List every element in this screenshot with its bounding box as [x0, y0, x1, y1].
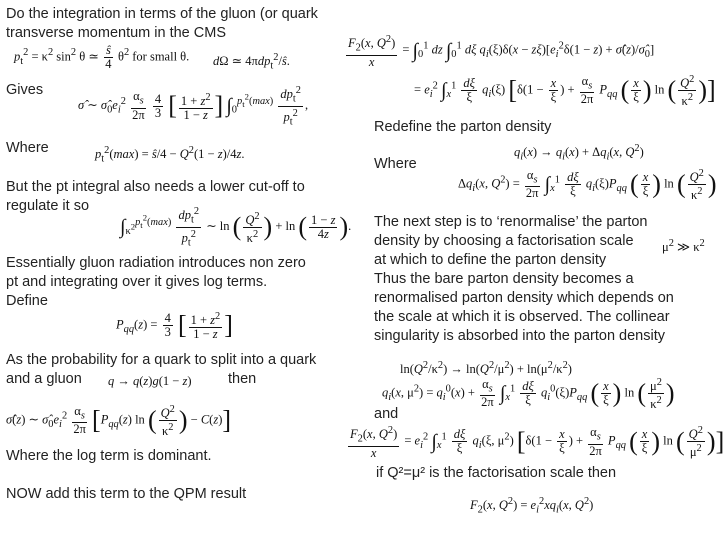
- eq-parton-redefine: $q_i(x) \to q_i(x) + \Delta q_i(x$, $Q^2$): [514, 143, 644, 163]
- then-label: then: [228, 371, 257, 387]
- eq-pt-max: $p_t^2(\max)$ = ŝ/4 − $Q^2(1 - z)/4z$.: [95, 145, 245, 165]
- log-dominant-text: Where the log term is dominant.: [6, 448, 212, 464]
- and-label: and: [374, 406, 399, 422]
- eq-sigma-hat-result: σ̂(z) ∼ $\sigmâ_0e_i^2$ $\frac{\alpha_s}{2\pi}$ [$P_{qq}(z)$ ln ( $\frac{Q^2}{\kappa^2}$ ) − C(z)]: [6, 403, 232, 439]
- intro-paragraph: Do the integration in terms of the gluon (or quark transverse momentum in the CMS: [6, 6, 318, 41]
- eq-mu-scale: $\mu^2$ ≫ $\kappa^2$: [662, 238, 705, 255]
- eq-pt-squared: $p_t^2 = \kappa^2$ $\sin^2 \theta$ ≃ $\frac{ŝ}{4}$ $\theta^2$ for small θ.: [14, 43, 190, 71]
- eq-delta-q: $\Delta q_i(x$, $Q^2$) = $\frac{\alpha_s}{2\pi}$ $\int_x^1$ $\frac{d\xi}{\xi}$ $q_i(\xi)P_{qq}$ ( $\frac{x}{\xi}$ ) ln ( $\frac{Q^2}{\kappa^2}$ ): [458, 167, 717, 203]
- eq-F2-renormalised: $\frac{F_2(x, Q^2)}{x}$ = $e_i^2$ $\int_x^1$ $\frac{d\xi}{\xi}$ $q_i(\xi$, $\mu^2$) [δ(1 − $\frac{x}{\xi}$ ) + $\frac{\alpha_s}{2\pi}$ $P_{qq}$ ( $\frac{x}{\xi}$ ) ln ( $\frac{Q^2}{\mu^2}$ )]: [350, 425, 724, 460]
- qpm-text: NOW add this term to the QPM result: [6, 486, 247, 502]
- gives-label: Gives: [6, 82, 44, 98]
- eq-dOmega: dΩ ≃ 4πdp$_t^2$/ŝ.: [213, 52, 290, 72]
- splitting-paragraph: As the probability for a quark to split into a quark and a gluon: [6, 352, 317, 387]
- factorisation-scale-text: if Q²=μ² is the factorisation scale then: [376, 465, 617, 481]
- gluon-radiation-paragraph: Essentially gluon radiation introduces non zero pt and integrating over it gives log terms. Define: [6, 255, 306, 309]
- cutoff-paragraph: But the pt integral also needs a lower cut-off to regulate it so: [6, 179, 305, 214]
- eq-log-split: $\ln(Q^2/\kappa^2) \to \ln(Q^2/\mu^2) + \ln(\mu^2/\kappa^2)$: [400, 360, 572, 377]
- where-label-right: Where: [374, 156, 417, 172]
- renormalise-paragraph: The next step is to ‘renormalise’ the parton density by choosing a factorisation scale at which to define the parton density Thus the bare parton density becomes a renormalised parton density which depends on the scale at which it is observed. The collinear singularity is absorbed into the parton density: [374, 214, 674, 344]
- eq-sigma-hat-integral: σ̂ ∼ $\sigmâ_0e_i^2$ $\frac{\alpha_s}{2\pi}$ $\frac{4}{3}$ [ $\frac{1 + z^2}{1 - z}$ ] $\int_0^{p_t^2(max)}$ $\frac{dp_t^2}{p_t^2}$ ,: [78, 85, 309, 128]
- eq-F2-qpm: $\frac{F_2(x, Q^2)}{x}$ = $\int_0^1$ dz $\int_0^1$ dξ $q_i(\xi)\delta(x - z\xi)[e_i^2\delta(1 - z)$ + $\sigmâ(z)/\sigmâ_0$]: [348, 34, 655, 69]
- eq-renormalised-density: $q_i(x$, $\mu^2) = q_i^0(x)$ + $\frac{\alpha_s}{2\pi}$ $\int_x^1$ $\frac{d\xi}{\xi}$ $q_i^0(\xi)P_{qq}$ ( $\frac{x}{\xi}$ ) ln ( $\frac{\mu^2}{\kappa^2}$ ): [382, 376, 675, 412]
- where-label: Where: [6, 140, 49, 156]
- eq-log-integral: $\int_{\kappa^2}^{p_t^2(max)}$ $\frac{dp_t^2}{p_t^2}$ ∼ ln ( $\frac{Q^2}{\kappa^2}$ ) + ln ( $\frac{1 - z}{4z}$ ).: [120, 206, 352, 249]
- eq-Pqq-definition: $P_{qq}(z)$ = $\frac{4}{3}$ [ $\frac{1 + z^2}{1 - z}$ ]: [116, 310, 233, 342]
- eq-F2-expanded: = $e_i^2$ $\int_x^1$ $\frac{d\xi}{\xi}$ $q_i(\xi) [\delta(1$ − $\frac{x}{\xi}$ ) + $\frac{\alpha_s}{2\pi}$ $P_{qq}$ ( $\frac{x}{\xi}$ ) ln ( $\frac{Q^2}{\kappa^2}$ )]: [414, 73, 716, 109]
- eq-F2-final: $F_2(x$, $Q^2) = e_i^2xq_i(x$, $Q^2$): [470, 496, 594, 516]
- redefine-label: Redefine the parton density: [374, 119, 552, 135]
- eq-splitting-process: q → q(z)g(1 − z): [108, 374, 192, 388]
